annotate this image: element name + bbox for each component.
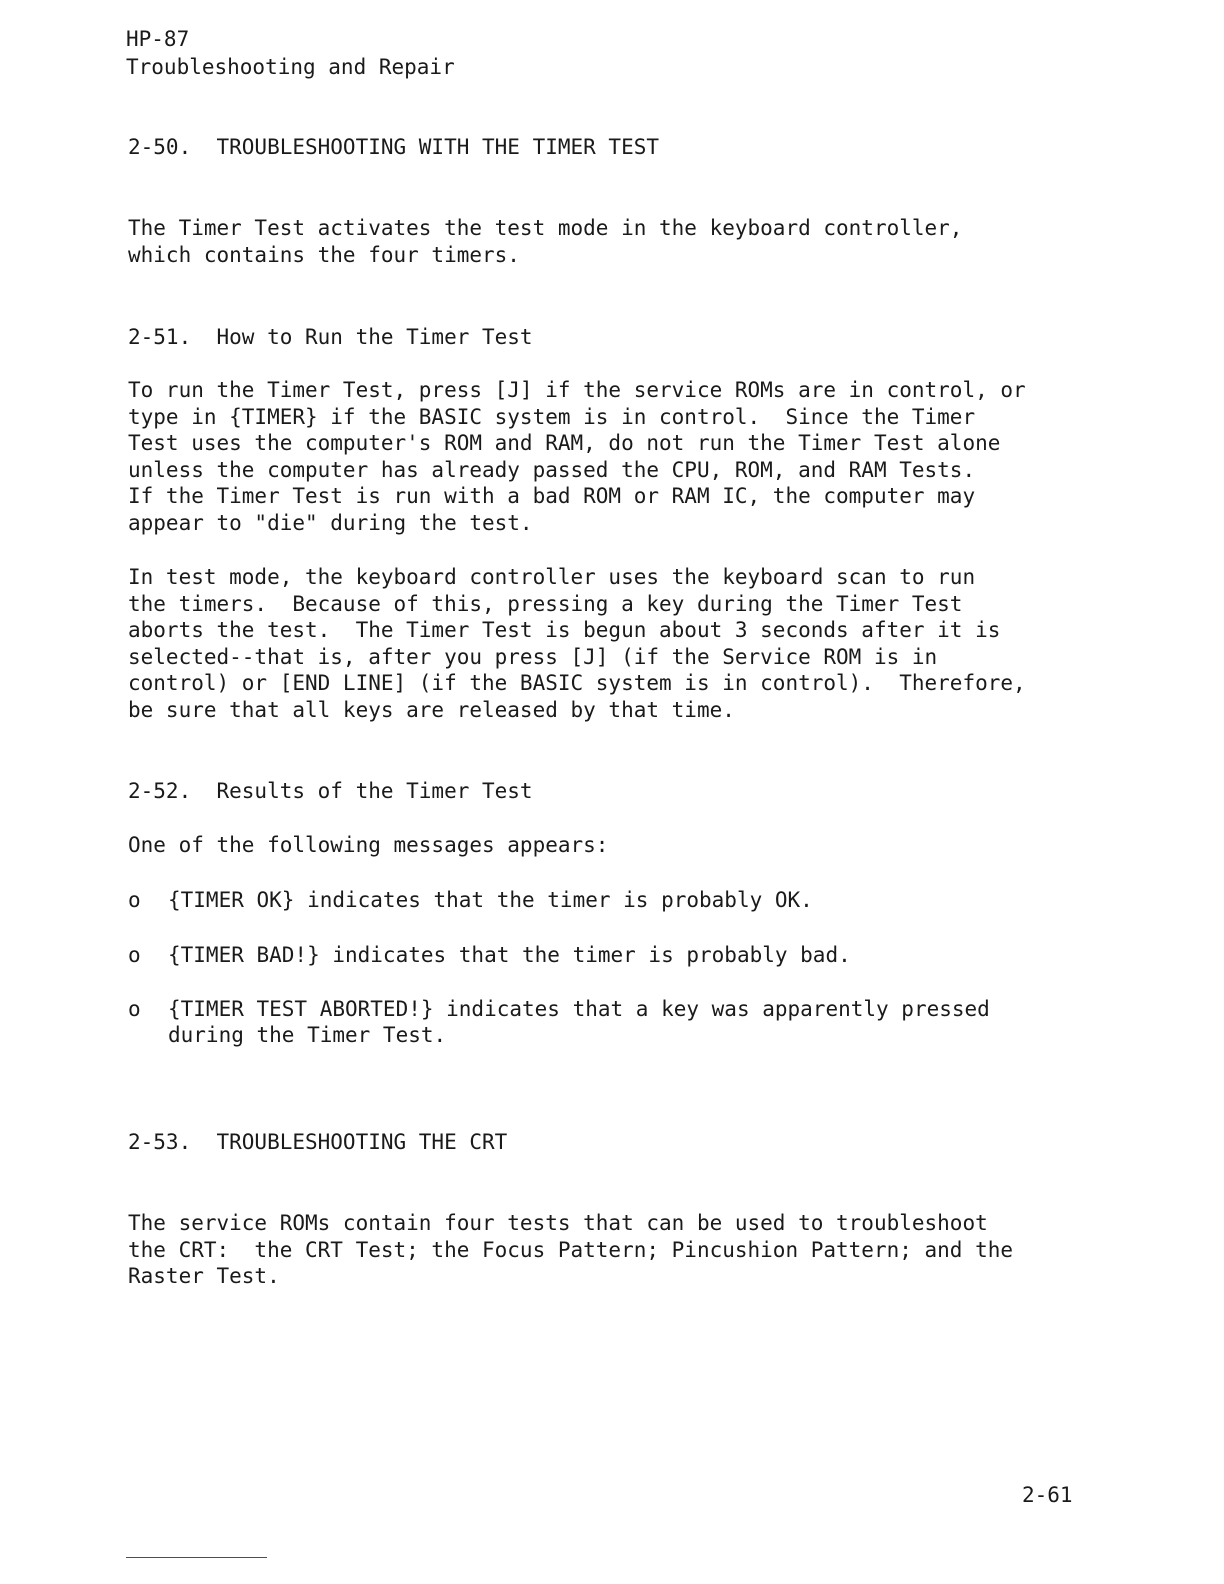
section-2-51-paragraph-2: In test mode, the keyboard controller uses the keyboard scan to run the timers. Because of this, pressing a key during the Timer Test aborts the test. The Timer Test is begun about 3 seconds after it is selected--that is, after you press [J] (if the Service ROM is in control) or [END LINE] (if the BASIC system is in control). Therefore, be sure that all keys are released by that time. [128,565,1026,722]
list-item-text: {TIMER TEST ABORTED!} indicates that a key was apparently pressed during the Timer Test. [168,997,990,1047]
header-title: Troubleshooting and Repair [126,55,455,79]
footer-rule [126,1557,267,1558]
bullet-mark: o [128,888,141,912]
section-heading-2-52: 2-52. Results of the Timer Test [128,779,533,803]
section-2-50-paragraph: The Timer Test activates the test mode in the keyboard controller, which contains the four timers. [128,216,963,267]
section-2-52-intro: One of the following messages appears: [128,833,609,857]
section-2-51-paragraph-1: To run the Timer Test, press [J] if the service ROMs are in control, or type in {TIMER} if the BASIC system is in control. Since the Timer Test uses the computer's ROM and RAM, do not run the Timer Test alone unless the computer has already passed the CPU, ROM, and RAM Tests. If the Timer Test is run with a bad ROM or RAM IC, the computer may appear to "die" during the test. [128,378,1026,535]
list-item-text: {TIMER OK} indicates that the timer is probably OK. [168,888,813,912]
bullet-mark: o [128,943,141,967]
list-item-text: {TIMER BAD!} indicates that the timer is probably bad. [168,943,851,967]
section-heading-2-53: 2-53. TROUBLESHOOTING THE CRT [128,1130,508,1154]
page-number: 2-61 [1022,1483,1073,1507]
section-2-53-paragraph: The service ROMs contain four tests that can be used to troubleshoot the CRT: the CRT Test; the Focus Pattern; Pincushion Pattern; and the Raster Test. [128,1211,1014,1289]
bullet-mark: o [128,997,141,1021]
section-heading-2-51: 2-51. How to Run the Timer Test [128,325,533,349]
section-heading-2-50: 2-50. TROUBLESHOOTING WITH THE TIMER TEST [128,135,660,159]
header-product: HP-87 [126,27,190,51]
